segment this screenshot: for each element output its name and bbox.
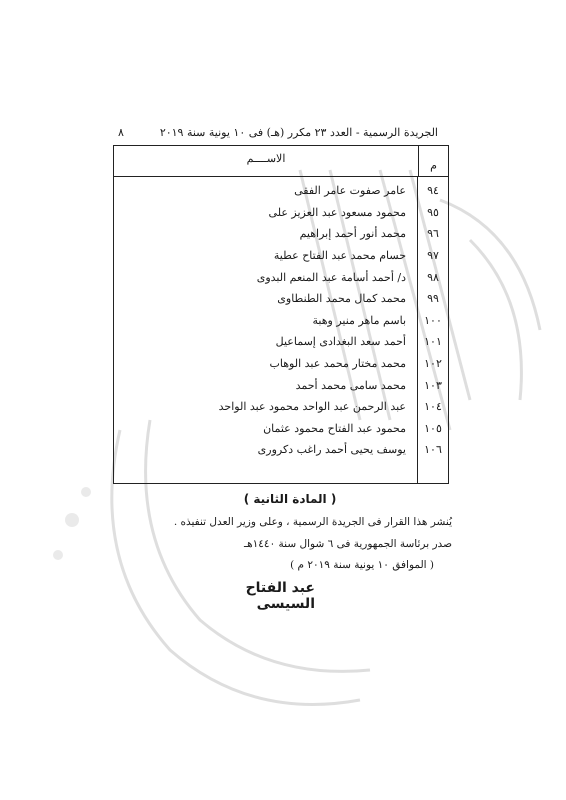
publication-paragraph: يُنشر هذا القرار فى الجريدة الرسمية ، وعلى وزير العدل تنفيذه . [173, 516, 452, 528]
table-row [114, 353, 448, 375]
row-name: عبد الرحمن عبد الواحد محمود عبد الواحد [218, 400, 406, 414]
row-name: يوسف يحيى أحمد راغب دكرورى [257, 443, 406, 457]
row-number: ١٠٥ [424, 421, 442, 435]
date-equivalent-paragraph: ( الموافق ١٠ يونية سنة ٢٠١٩ م ) [290, 559, 434, 571]
article-title: ( المادة الثانية ) [243, 492, 337, 506]
table-body [114, 176, 448, 483]
table-row [114, 310, 448, 332]
names-table [113, 145, 449, 484]
page-header [118, 122, 438, 142]
row-number: ٩٦ [427, 227, 439, 241]
table-row [114, 374, 448, 396]
row-number: ١٠٢ [424, 357, 442, 371]
table-row [114, 396, 448, 418]
row-number: ١٠٣ [424, 378, 442, 392]
column-header-name: الاســــم [246, 152, 286, 165]
table-header [114, 146, 448, 177]
row-name: محمود عبد الفتاح محمود عثمان [263, 421, 406, 435]
row-name: عامر صفوت عامر الفقى [294, 184, 406, 198]
row-number: ١٠٦ [424, 443, 442, 457]
table-row [114, 418, 448, 440]
row-number: ٩٤ [427, 184, 439, 198]
row-number: ١٠١ [424, 335, 442, 349]
row-name: محمود مسعود عبد العزيز على [268, 205, 406, 219]
table-row [114, 223, 448, 245]
table-row [114, 245, 448, 267]
row-name: باسم ماهر منير وهبة [312, 313, 406, 327]
row-name: أحمد سعد البغدادى إسماعيل [275, 335, 406, 349]
table-row [114, 439, 448, 461]
table-row [114, 288, 448, 310]
row-name: محمد سامى محمد أحمد [295, 378, 406, 392]
row-number: ٩٧ [427, 249, 439, 263]
issued-paragraph: صدر برئاسة الجمهورية فى ٦ شوال سنة ١٤٤٠هـ [244, 538, 452, 550]
column-header-number: م [418, 146, 448, 176]
row-number: ٩٩ [427, 292, 439, 306]
gazette-title: الجريدة الرسمية - العدد ٢٣ مكرر (هـ) فى ١٠ يونية سنة ٢٠١٩ [159, 125, 438, 139]
row-name: حسام محمد عبد الفتاح عطية [273, 249, 406, 263]
table-row [114, 180, 448, 202]
table-row [114, 266, 448, 288]
table-row [114, 331, 448, 353]
row-name: محمد كمال محمد الطنطاوى [277, 292, 406, 306]
row-number: ٩٥ [427, 205, 439, 219]
row-number: ١٠٠ [424, 313, 442, 327]
signature: عبد الفتاح السيسى [245, 580, 315, 612]
row-name: محمد مختار محمد عبد الوهاب [269, 357, 406, 371]
table-row [114, 202, 448, 224]
row-name: محمد أنور أحمد إبراهيم [299, 227, 406, 241]
row-number: ١٠٤ [424, 400, 442, 414]
page-number: ٨ [118, 125, 124, 139]
row-number: ٩٨ [427, 270, 439, 284]
row-name: د/ أحمد أسامة عبد المنعم البدوى [256, 270, 406, 284]
